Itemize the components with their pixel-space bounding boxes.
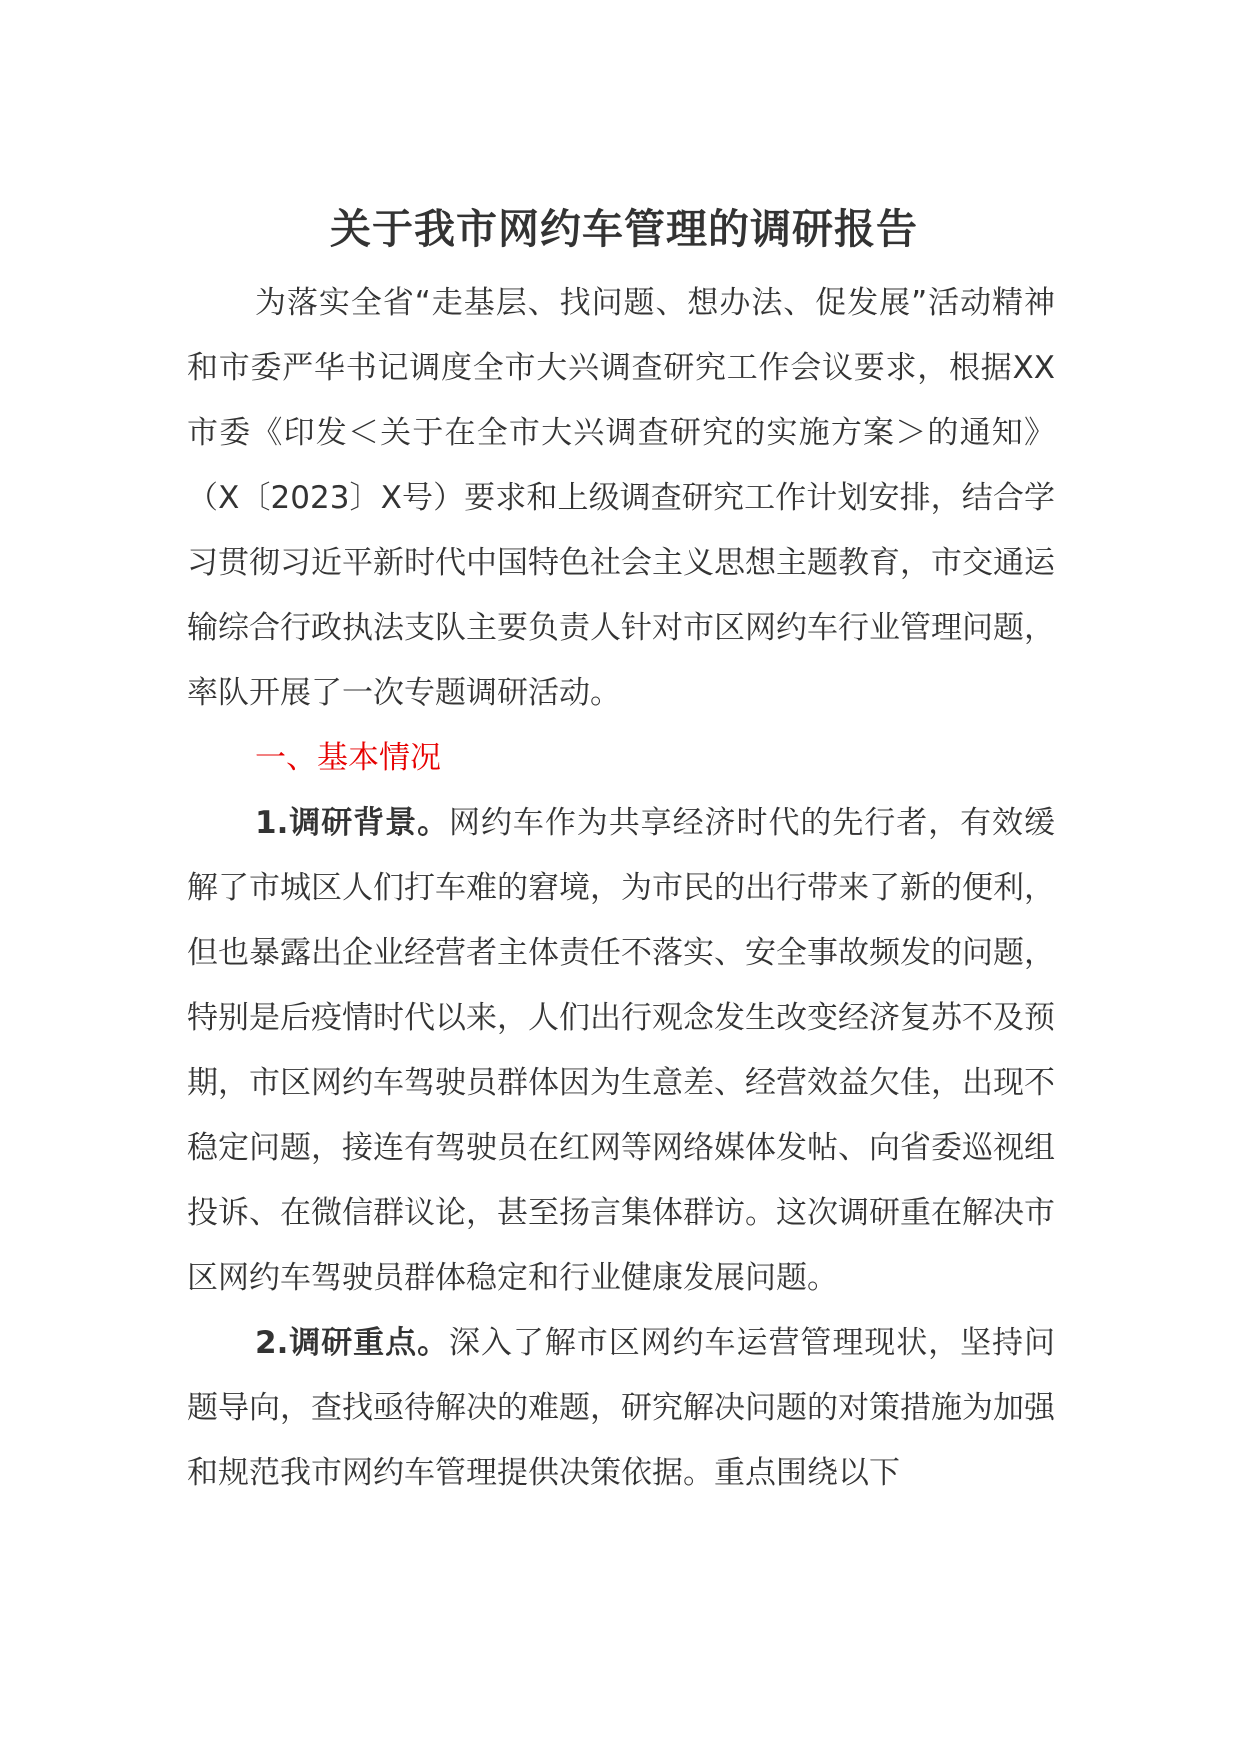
intro-paragraph: 为落实全省“走基层、找问题、想办法、促发展”活动精神和市委严华书记调度全市大兴调查研究工作会议要求，根据XX市委《印发＜关于在全市大兴调查研究的实施方案＞的通知》（X〔2023〕X号）要求和上级调查研究工作计划安排，结合学习贯彻习近平新时代中国特色社会主义思想主题教育，市交通运输综合行政执法支队主要负责人针对市区网约车行业管理问题，率队开展了一次专题调研活动。 [187,285,1055,711]
paragraph-lead-research-focus: 2.调研重点。 [255,1325,450,1361]
paragraph-research-focus [187,1311,1055,1506]
paragraph-text-research-focus: 深入了解市区网约车运营管理现状，坚持问题导向，查找亟待解决的难题，研究解决问题的对策措施为加强和规范我市网约车管理提供决策依据。重点围绕以下 [187,1325,1055,1491]
paragraph-lead-research-background: 1.调研背景。 [255,805,450,841]
section-heading-basic-situation: 一、基本情况 [255,740,441,776]
paragraph-text-research-background: 网约车作为共享经济时代的先行者，有效缓解了市城区人们打车难的窘境，为市民的出行带来了新的便利，但也暴露出企业经营者主体责任不落实、安全事故频发的问题，特别是后疫情时代以来，人们出行观念发生改变经济复苏不及预期，市区网约车驾驶员群体因为生意差、经营效益欠佳，出现不稳定问题，接连有驾驶员在红网等网络媒体发帖、向省委巡视组投诉、在微信群议论，甚至扬言集体群访。这次调研重在解决市区网约车驾驶员群体稳定和行业健康发展问题。 [187,805,1055,1296]
document-body [187,195,1055,1506]
document-title: 关于我市网约车管理的调研报告 [330,205,918,253]
paragraph-research-background [187,791,1055,1311]
